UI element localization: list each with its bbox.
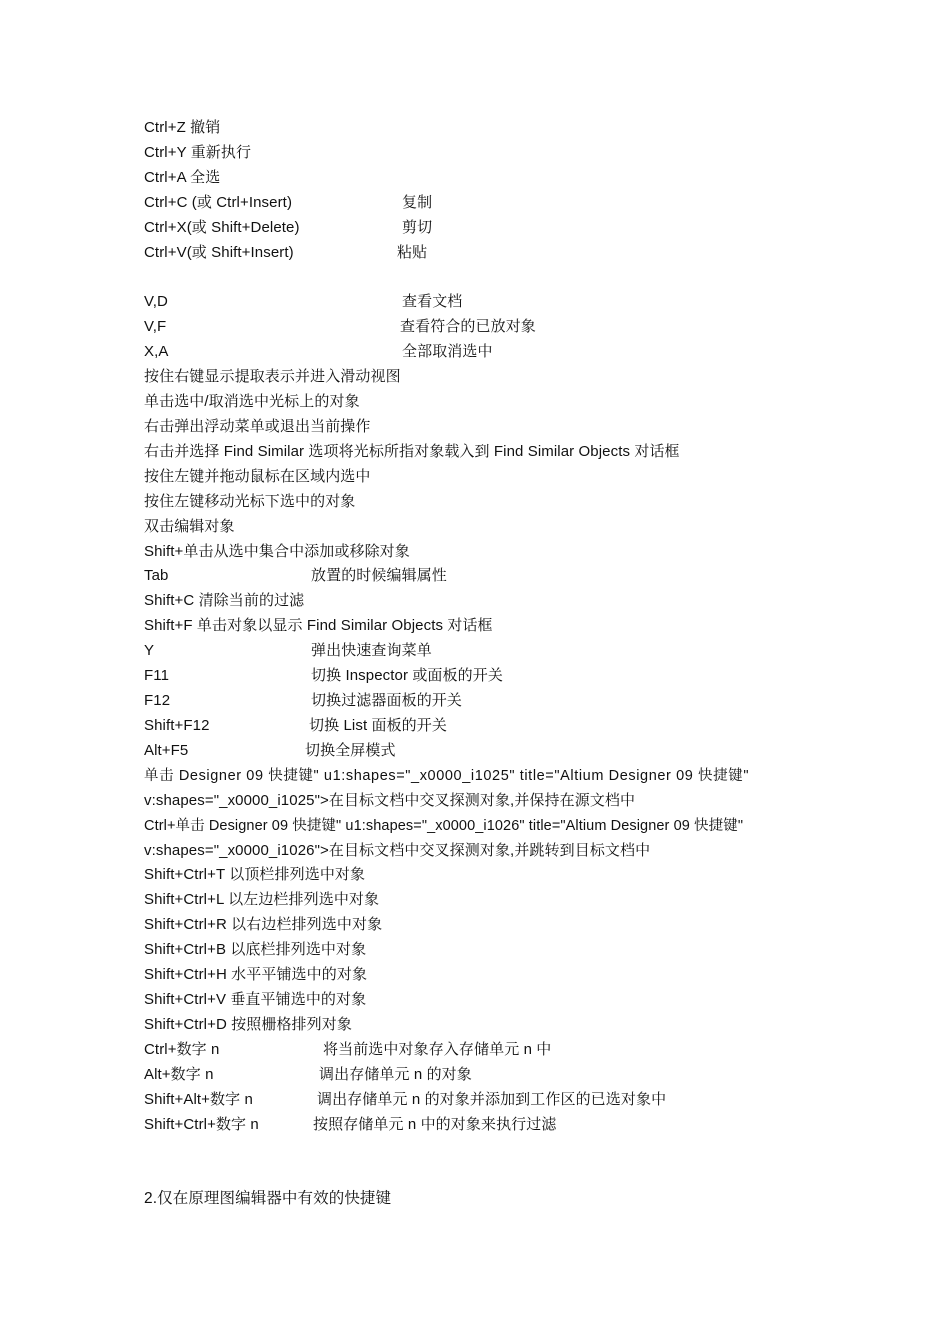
shortcut-keys: F11 — [144, 667, 170, 684]
shortcut-desc: 切换全屏模式 — [305, 742, 396, 759]
shortcut-desc: 按照存储单元 n 中的对象来执行过滤 — [313, 1116, 557, 1133]
shortcut-keys: Ctrl+A — [144, 169, 186, 186]
shortcut-row — [144, 291, 463, 313]
shortcut-keys: Ctrl+Z — [144, 119, 186, 136]
text-line: Shift+Ctrl+R 以右边栏排列选中对象 — [144, 916, 383, 933]
shortcut-desc: 粘贴 — [397, 244, 428, 261]
shortcut-row — [144, 242, 428, 264]
shortcut-row — [144, 316, 536, 338]
shortcut-keys: V,D — [144, 293, 168, 310]
shortcut-desc: 复制 — [402, 194, 433, 211]
shortcut-desc: 放置的时候编辑属性 — [311, 567, 447, 584]
text-line: Shift+单击从选中集合中添加或移除对象 — [144, 543, 410, 560]
shortcut-keys: Alt+F5 — [144, 742, 189, 759]
text-line: 双击编辑对象 — [144, 518, 235, 535]
shortcut-desc: 弹出快速查询菜单 — [311, 642, 432, 659]
shortcut-row — [144, 715, 447, 737]
shortcut-keys: Ctrl+X(或 Shift+Delete) — [144, 219, 300, 236]
shortcut-row — [144, 1089, 667, 1111]
shortcut-desc: 将当前选中对象存入存储单元 n 中 — [323, 1041, 552, 1058]
shortcut-desc: 切换过滤器面板的开关 — [311, 692, 463, 709]
shortcut-keys: V,F — [144, 318, 167, 335]
shortcut-keys: F12 — [144, 692, 171, 709]
text-line: Ctrl+单击 Designer 09 快捷键" u1:shapes="_x0000_i1026" title="Altium Designer 09 快捷键" — [144, 818, 744, 834]
text-line: Shift+Ctrl+H 水平平铺选中的对象 — [144, 966, 368, 983]
section-heading: 2.仅在原理图编辑器中有效的快捷键 — [144, 1190, 392, 1207]
shortcut-row — [144, 192, 433, 214]
shortcut-keys: Tab — [144, 567, 169, 584]
shortcut-keys: Shift+F12 — [144, 717, 210, 734]
text-line: 按住左键并拖动鼠标在区域内选中 — [144, 468, 371, 485]
text-line: Shift+Ctrl+L 以左边栏排列选中对象 — [144, 891, 380, 908]
shortcut-keys: Shift+Ctrl+数字 n — [144, 1116, 259, 1133]
text-line: Shift+Ctrl+V 垂直平铺选中的对象 — [144, 991, 367, 1008]
shortcut-desc: 切换 Inspector 或面板的开关 — [311, 667, 503, 684]
shortcut-keys: Ctrl+C (或 Ctrl+Insert) — [144, 194, 293, 211]
shortcut-keys: Alt+数字 n — [144, 1066, 214, 1083]
text-line: v:shapes="_x0000_i1025">在目标文档中交叉探测对象,并保持在源文档中 — [144, 792, 636, 809]
shortcut-row — [144, 640, 432, 662]
shortcut-keys: X,A — [144, 343, 169, 360]
text-line: 按住右键显示提取表示并进入滑动视图 — [144, 368, 401, 385]
shortcut-desc: 剪切 — [402, 219, 433, 236]
shortcut-desc: 撤销 — [190, 119, 221, 136]
text-line: Shift+Ctrl+D 按照栅格排列对象 — [144, 1016, 352, 1033]
shortcut-keys: Y — [144, 642, 155, 659]
shortcut-keys: Ctrl+Y — [144, 144, 187, 161]
text-line: 单击选中/取消选中光标上的对象 — [144, 393, 360, 410]
shortcut-row — [144, 1064, 472, 1086]
text-line: v:shapes="_x0000_i1026">在目标文档中交叉探测对象,并跳转到目标文档中 — [144, 842, 651, 859]
shortcut-row — [144, 1114, 557, 1136]
shortcut-row — [144, 341, 493, 363]
shortcut-keys: Ctrl+数字 n — [144, 1041, 220, 1058]
shortcut-row — [144, 740, 396, 762]
shortcut-row — [144, 565, 447, 587]
shortcut-row — [144, 1039, 552, 1061]
shortcut-desc: 查看符合的已放对象 — [400, 318, 536, 335]
shortcut-row — [144, 142, 251, 164]
shortcut-desc: 重新执行 — [190, 144, 252, 161]
shortcut-row — [144, 117, 220, 139]
text-line: 单击 Designer 09 快捷键" u1:shapes="_x0000_i1025" title="Altium Designer 09 快捷键" — [144, 768, 750, 784]
shortcut-desc: 调出存储单元 n 的对象 — [319, 1066, 472, 1083]
shortcut-desc: 调出存储单元 n 的对象并添加到工作区的已选对象中 — [317, 1091, 667, 1108]
shortcut-desc: 全部取消选中 — [402, 343, 493, 360]
text-line: Shift+C 清除当前的过滤 — [144, 592, 305, 609]
shortcut-desc: 全选 — [190, 169, 221, 186]
text-line: 右击弹出浮动菜单或退出当前操作 — [144, 418, 371, 435]
shortcut-keys: Shift+Alt+数字 n — [144, 1091, 253, 1108]
text-line: 右击并选择 Find Similar 选项将光标所指对象载入到 Find Similar Objects 对话框 — [144, 443, 680, 460]
shortcut-desc: 查看文档 — [402, 293, 463, 310]
text-line: Shift+F 单击对象以显示 Find Similar Objects 对话框 — [144, 617, 493, 634]
shortcut-row — [144, 167, 220, 189]
shortcut-row — [144, 690, 463, 712]
shortcut-row — [144, 217, 433, 239]
text-line: Shift+Ctrl+B 以底栏排列选中对象 — [144, 941, 367, 958]
shortcut-row — [144, 665, 503, 687]
shortcut-keys: Ctrl+V(或 Shift+Insert) — [144, 244, 294, 261]
text-line: Shift+Ctrl+T 以顶栏排列选中对象 — [144, 866, 366, 883]
text-line: 按住左键移动光标下选中的对象 — [144, 493, 356, 510]
shortcut-desc: 切换 List 面板的开关 — [309, 717, 447, 734]
